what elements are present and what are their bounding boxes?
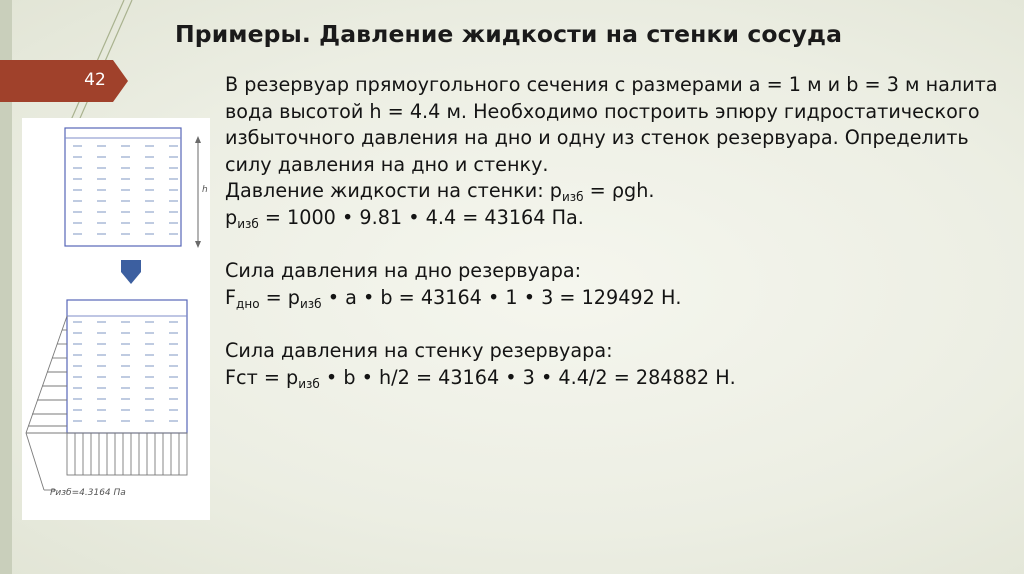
slide-body xyxy=(225,72,1000,391)
wall-force-formula: Fст = $p_{изб}$ • b • h/2 = 43164 • 3 • 4.4/2 = 284882 Н. xyxy=(225,365,736,391)
bottom-force-heading: Сила давления на дно резервуара: xyxy=(225,259,582,283)
bottom-force-formula: $F_{дно} = p_{изб}$ • a • b = 43164 • 1 • 3 = 129492 Н. xyxy=(225,285,682,311)
pressure-value-label: Pизб=4.3164 Па xyxy=(50,488,126,498)
down-arrow-icon xyxy=(121,260,141,284)
height-label: h xyxy=(202,185,208,195)
wall-force-heading: Сила давления на стенку резервуара: xyxy=(225,338,613,362)
side-pressure-diagram xyxy=(26,316,67,433)
tank-diagram xyxy=(22,118,210,520)
upper-tank xyxy=(65,128,208,248)
pressure-calculation: $p_{изб} = 1000$ • 9.81 • 4.4 = 43164 Па. xyxy=(225,205,584,231)
problem-statement: В резервуар прямоугольного сечения с размерами a = 1 м и b = 3 м налита вода высотой h = 4.4 м. Необходимо построить эпюру гидростатического избыточного давления на дно и одну из стенок резервуара. Определить силу давления на дно и стенку. xyxy=(225,73,998,176)
wall-pressure-formula: Давление жидкости на стенки: $p_{изб} = \rho gh$. xyxy=(225,179,655,205)
slide-number: 42 xyxy=(84,70,106,90)
tank-figure-panel xyxy=(22,118,210,520)
lower-tank xyxy=(67,300,187,433)
slide-title: Примеры. Давление жидкости на стенки сосуда xyxy=(175,20,843,48)
bottom-pressure-diagram xyxy=(26,433,187,490)
